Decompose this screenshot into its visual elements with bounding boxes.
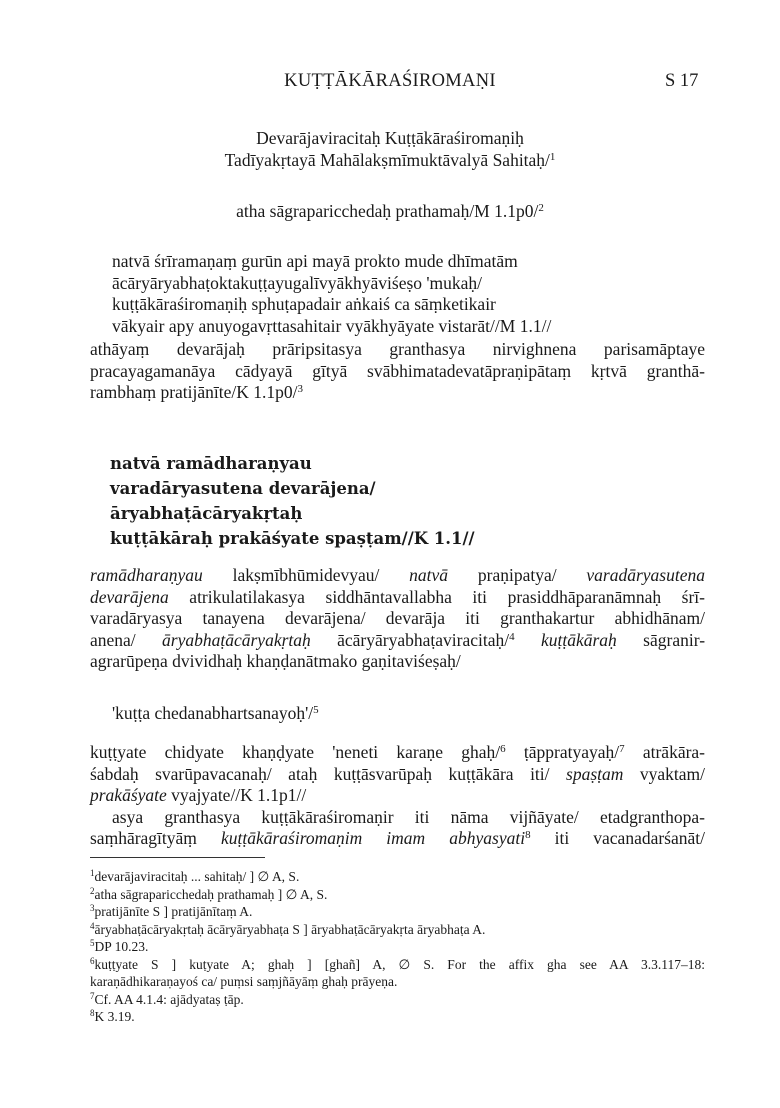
text-run: rambhaṃ pratijānīte/K 1.1p0/ [90,382,298,402]
text-run: varadāryasutena devarājena/ [110,479,376,498]
text-run: praṇipatya/ [448,565,587,585]
italic-lemma: natvā [409,565,449,585]
text-run: anena/ [90,629,163,650]
para-3-line [90,742,705,764]
para-2-line [90,608,705,630]
text-run: vākyair apy anuyogavṛttasahitair vyākhyāyate vistarāt//M 1.1// [112,316,552,337]
text-run: vyaktam/ [623,763,706,784]
running-header-title: KUṬṬĀKĀRAŚIROMAṆI [284,71,496,91]
verse-k-line [110,451,475,476]
text-run: kuṭṭākāraḥ prakāśyate spaṣṭam//K 1.1// [110,529,475,548]
footnote-marker: 5 [313,704,319,716]
para-2-line [90,587,705,609]
text-run: atrikulatilakasya siddhāntavallabha iti prasiddhāparanāmnaḥ śrī- [168,586,705,607]
footnote-marker: 1 [549,151,556,163]
text-run: kuṭṭākāraśiromaṇiḥ sphuṭapadair aṅkaiś ca sāṃketikair [112,294,496,315]
footnote-divider [90,857,265,858]
footnotes [90,868,705,1026]
text-run: Cf. AA 4.1.4: ajādyataṣ ṭāp. [94,991,244,1007]
text-run: athāyaṃ devarājaḥ prāripsitasya granthasya nirvighnena parisamāptaye [90,339,705,359]
para-2-line [90,651,705,673]
footnotes-line [90,868,705,886]
text-run: ācāryāryabhaṭoktakuṭṭayugalīvyākhyāviśeṣo 'mukaḥ/ [112,272,483,293]
text-run: agrarūpeṇa dvividhaḥ khaṇḍanātmako gaṇitaviśeṣaḥ/ [90,651,461,671]
para-1-line [90,361,705,383]
text-run: natvā ramādharaṇyau [110,454,312,473]
footnote-marker: 2 [90,885,95,896]
footnote-marker: 7 [90,990,95,1001]
verse-k-line [110,526,475,551]
para-3-line [90,807,705,829]
text-run: saṃhāragītyāṃ [90,828,221,848]
para-3-line [90,828,705,850]
footnote-marker: 1 [90,868,95,878]
footnote-marker: 5 [90,938,95,948]
footnote-marker: 4 [509,630,515,643]
text-run: vyajyate//K 1.1p1// [166,785,307,805]
para-1-line [90,339,705,361]
text-run: natvā śrīramaṇaṃ gurūn api mayā prokto mude dhīmatām [112,251,518,271]
footnotes-line [90,886,705,904]
text-run: asya granthasya kuṭṭākāraśiromaṇir iti nāma vijñāyate/ etadgranthopa- [112,806,705,827]
verse-m-1-1 [112,251,551,338]
title-lines-line [0,150,780,172]
para-2-line [90,630,705,652]
chapter-heading [0,201,780,223]
footnotes-line [90,973,705,991]
text-run: atha sāgraparicchedaḥ prathamaḥ ] ∅ A, S. [94,886,328,902]
footnotes-line [90,956,705,974]
para-1-line [90,382,705,404]
text-run: K 3.19. [94,1009,135,1024]
italic-lemma: spaṣṭam [566,763,624,784]
text-run: śabdaḥ svarūpavacanaḥ/ ataḥ kuṭṭāsvarūpaḥ kuṭṭākāra iti/ [90,763,567,784]
text-run: varadāryasya tanayena devarājena/ devarāja iti granthakartur abhidhānam/ [90,608,705,628]
verse-m-line [112,294,551,316]
text-run: sāgranir- [616,629,706,650]
italic-lemma: kuṭṭākāraḥ [540,629,617,650]
text-run: devarājaviracitaḥ ... sahitaḥ/ ] ∅ A, S. [94,869,300,884]
text-run: āryabhaṭācāryakṛtaḥ [110,504,303,523]
text-run: pracayagamanāya cādyayā gītyā svābhimatadevatāpraṇipātaṃ kṛtvā granthā- [90,360,705,381]
italic-lemma: ramādharaṇyau [90,565,203,585]
footnote-marker: 7 [619,743,625,755]
text-run: 'kuṭṭa chedanabhartsanayoḥ'/ [112,703,314,723]
italic-lemma: devarājena [90,586,169,607]
italic-lemma: prakāśyate [90,785,167,805]
commentary-paragraph-2 [90,565,705,673]
footnotes-line [90,921,705,939]
para-3-line [90,785,705,807]
text-run: karaṇādhikaraṇayoś ca/ puṃsi saṃjñāyāṃ ghaḥ prāyeṇa. [90,974,398,989]
verse-m-line [112,273,551,295]
text-run: lakṣmībhūmidevyau/ [202,565,410,585]
verse-k-line [110,501,475,526]
text-run: Devarājaviracitaḥ Kuṭṭākāraśiromaṇiḥ [256,128,524,148]
work-title [0,128,780,172]
footnote-marker: 6 [90,955,95,966]
text-run: pratijānīte S ] pratijānītaṃ A. [94,904,253,919]
title-lines-line [0,128,780,150]
commentary-paragraph-3 [90,742,705,850]
italic-lemma: āryabhaṭācāryakṛtaḥ [162,629,311,650]
footnotes-line [90,1008,705,1026]
verse-m-line [112,316,551,338]
text-run: kuṭṭyate chidyate khaṇḍyate 'neneti karaṇe ghaḥ/ [90,742,501,762]
text-run: Tadīyakṛtayā Mahālakṣmīmuktāvalyā Sahitaḥ/ [224,150,550,170]
text-run: ācāryāryabhaṭaviracitaḥ/ [310,629,510,650]
para-2-line [90,565,705,587]
text-run: atrākāra- [624,742,706,762]
para-3-line [90,764,705,786]
verse-k-1-1 [110,451,475,551]
text-run: kuṭṭyate S ] kuṭyate A; ghaḥ ] [ghañ] A, ∅ S. For the affix gha see AA 3.3.117–18: [94,956,705,972]
footnote-marker: 8 [525,829,531,841]
text-run: āryabhaṭācāryakṛtaḥ ācāryāryabhaṭa S ] āryabhaṭācāryakṛta āryabhaṭa A. [94,921,486,937]
verse-m-line [112,251,551,273]
text-run: ṭāppratyayaḥ/ [505,742,620,762]
text-run: DP 10.23. [94,939,149,954]
footnote-marker: 4 [90,920,95,931]
footnote-marker: 6 [500,743,506,755]
quote-line [112,703,319,725]
dhatu-quote [112,703,319,725]
footnotes-line [90,938,705,956]
text-run [515,630,541,650]
chapter-line-line [0,201,780,223]
footnotes-line [90,903,705,921]
italic-lemma: kuṭṭākāraśiromaṇim imam abhyasyati [220,828,526,848]
footnote-marker: 8 [90,1008,95,1018]
verse-k-line [110,476,475,501]
italic-lemma: varadāryasutena [586,565,705,585]
footnotes-line [90,991,705,1009]
footnote-marker: 3 [297,383,304,395]
footnote-marker: 2 [538,202,544,214]
page-number: S 17 [665,71,699,91]
text-run: atha sāgraparicchedaḥ prathamaḥ/M 1.1p0/ [236,201,539,221]
text-run: iti vacanadarśanāt/ [530,828,706,848]
footnote-marker: 3 [90,903,95,913]
commentary-paragraph-1 [90,339,705,404]
